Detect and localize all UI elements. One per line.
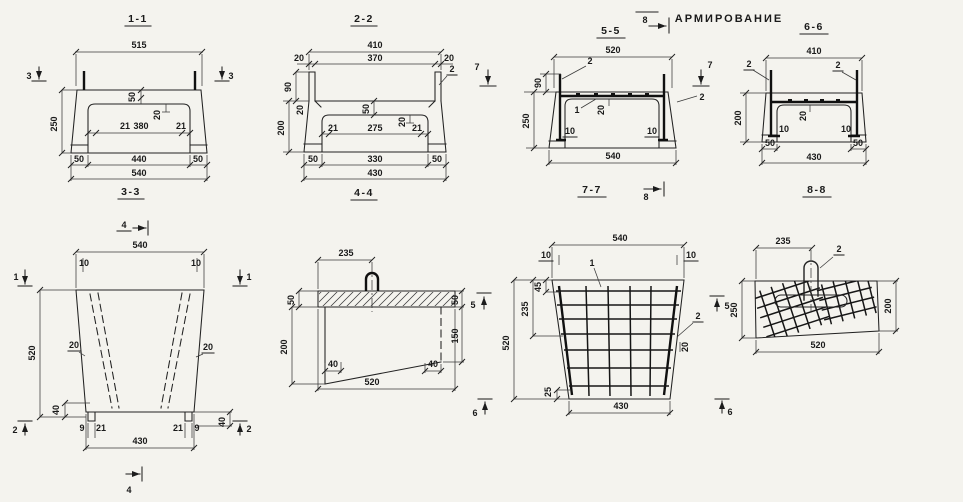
s3-dim-off-right: 10 <box>190 258 202 268</box>
s8-dim-height-left: 250 <box>729 302 739 318</box>
s2-bar-leader <box>439 76 447 85</box>
s3-dim-bottom: 430 <box>132 436 148 446</box>
s3-wall-leaders <box>79 352 203 357</box>
s2-dim-foot-left: 50 <box>307 154 319 164</box>
s7-bar1-label: 1 <box>589 258 595 268</box>
s5-dim-off-right: 10 <box>646 126 658 136</box>
s3-dim-heel-right: 21 <box>172 423 184 433</box>
s3-cut1-label-left: 1 <box>13 272 19 282</box>
s5-cut7-label-left: 7 <box>474 62 480 72</box>
s2-bar-label: 2 <box>449 64 455 74</box>
section-4-4-title: 4-4 <box>354 187 374 199</box>
s1-dim-foot-left: 50 <box>73 154 85 164</box>
section-4-4 <box>279 187 466 392</box>
s4-dim-height-left: 200 <box>279 339 289 355</box>
s5-cut7-label-right: 7 <box>707 60 713 70</box>
section-6-6-title: 6-6 <box>804 21 824 33</box>
s6-bar-label-right: 2 <box>835 60 841 70</box>
s7-dim-gap-bottom: 25 <box>543 386 553 398</box>
s2-dim-slab: 50 <box>361 103 371 115</box>
s7-cut5-label-left: 5 <box>470 300 476 310</box>
section-6-6 <box>733 21 869 197</box>
s1-dim-slab: 50 <box>127 91 137 103</box>
section-5-5 <box>474 12 712 202</box>
s7-dimension-lines <box>514 245 684 415</box>
s6-dim-top: 410 <box>806 46 822 56</box>
s6-dim-ticks <box>743 55 869 166</box>
s3-dim-toe-right: 9 <box>194 423 200 433</box>
s2-dim-fillet: 20 <box>295 104 305 116</box>
s3-wall-underlines <box>68 351 214 353</box>
s5-dim-off-left: 10 <box>564 126 576 136</box>
s5-bar2-label-left: 2 <box>587 56 593 66</box>
s1-dim-height: 250 <box>49 116 59 132</box>
s1-dim-lip-left: 21 <box>119 121 131 131</box>
s5-dim-cover: 20 <box>596 104 606 116</box>
s7-outline <box>552 280 684 399</box>
s4-dim-off-right: 40 <box>427 359 439 369</box>
s6-dim-off-right: 10 <box>840 124 852 134</box>
s1-dim-inner: 380 <box>133 121 149 131</box>
s2-dim-base: 330 <box>367 154 383 164</box>
section-7-7-title: 7-7 <box>582 184 602 196</box>
s2-inner-cavity <box>322 115 428 152</box>
s2-dim-wall-right: 20 <box>443 53 455 63</box>
s2-dim-fillet-right: 20 <box>397 116 407 128</box>
s7-dim-off-left: 10 <box>540 250 552 260</box>
section-8-8 <box>729 236 899 355</box>
s5-dim-top: 520 <box>605 45 621 55</box>
s8-dim-height-right: 200 <box>883 298 893 314</box>
s1-dim-foot-right: 50 <box>192 154 204 164</box>
s5-cut8-label-top: 8 <box>642 15 648 25</box>
s8-bar-leader <box>820 257 833 268</box>
s7-edge-bars <box>559 286 677 395</box>
s3-cut2-label-right: 2 <box>246 424 252 434</box>
s2-lip-walls <box>309 72 441 101</box>
s3-feet <box>88 412 192 421</box>
s7-cut6-label-left: 6 <box>472 408 478 418</box>
section-3-3 <box>12 186 251 495</box>
s7-dim-off-right: 10 <box>685 250 697 260</box>
s6-dim-foot-left: 50 <box>764 138 776 148</box>
s2-dim-foot-right: 50 <box>431 154 443 164</box>
s8-dim-length: 520 <box>810 340 826 350</box>
s1-cut-label-right: 3 <box>228 71 234 81</box>
s4-dim-slab-left: 50 <box>286 294 296 306</box>
s5-dim-dowel: 90 <box>533 77 543 89</box>
s8-bar-label: 2 <box>836 244 842 254</box>
s5-dim-height: 250 <box>521 113 531 129</box>
s4-dim-length: 520 <box>364 377 380 387</box>
s4-dim-height-right: 150 <box>450 328 460 344</box>
s7-cut5-label-right: 5 <box>724 301 730 311</box>
s5-leaders <box>562 66 697 108</box>
s3-dim-heel-left: 21 <box>95 423 107 433</box>
s6-dim-height: 200 <box>733 110 743 126</box>
s7-mesh-vertical-bars <box>586 286 651 396</box>
s8-dim-loop-pos: 235 <box>775 236 791 246</box>
s3-dim-off-left: 10 <box>78 258 90 268</box>
section-5-5-title: 5-5 <box>601 25 621 37</box>
s1-dim-bottom: 540 <box>131 168 147 178</box>
s7-mesh-horizontal-bars <box>556 291 681 386</box>
section-3-3-title: 3-3 <box>121 186 141 198</box>
section-2-2 <box>276 13 457 182</box>
s2-dim-inner-top: 370 <box>367 53 383 63</box>
s4-dim-off-left: 40 <box>327 359 339 369</box>
s3-dim-height: 520 <box>27 345 37 361</box>
s3-dim-top: 540 <box>132 240 148 250</box>
s6-bar-label-left: 2 <box>746 59 752 69</box>
cut-marks-left-of-7-7 <box>470 293 492 418</box>
s2-dim-lip-left: 21 <box>327 123 339 133</box>
s7-dim-cut-pos: 235 <box>520 301 530 317</box>
s1-dim-base: 440 <box>131 154 147 164</box>
s7-dim-bottom: 430 <box>613 401 629 411</box>
s3-cut1-label-right: 1 <box>246 272 252 282</box>
s5-bar2-label-right: 2 <box>699 92 705 102</box>
s7-dim-ticks <box>511 242 687 416</box>
s6-bar-underlines <box>744 70 843 71</box>
s3-hidden-edges <box>90 293 190 408</box>
s1-dim-top: 515 <box>131 40 147 50</box>
s2-dim-inner: 275 <box>367 123 383 133</box>
s3-cut4-label-bottom: 4 <box>126 485 132 495</box>
s2-dim-height: 200 <box>276 120 286 136</box>
s5-dim-bottom: 540 <box>605 151 621 161</box>
s7-dim-gap-top: 45 <box>533 281 543 293</box>
s5-cut8-label-bottom: 8 <box>643 192 649 202</box>
s1-dim-fillet: 20 <box>152 109 162 121</box>
s7-bar2-label: 2 <box>695 311 701 321</box>
s2-dim-lip-height: 90 <box>283 81 293 93</box>
section-8-8-title: 8-8 <box>807 184 827 196</box>
section-1-1-title: 1-1 <box>128 13 148 25</box>
s1-cut-label-left: 3 <box>26 71 32 81</box>
s6-dim-cover: 20 <box>798 110 808 122</box>
s6-outline <box>762 93 866 142</box>
s2-dim-lip-right: 21 <box>411 123 423 133</box>
s3-dim-wall-left: 20 <box>68 340 80 350</box>
s2-dim-bottom: 430 <box>367 168 383 178</box>
s3-dim-foot-left: 40 <box>51 404 61 416</box>
s7-cut6-label-right: 6 <box>727 407 733 417</box>
s4-dim-slab-right: 50 <box>450 294 460 306</box>
s2-dim-wall-left: 20 <box>293 53 305 63</box>
s7-dim-gap-side: 20 <box>680 341 690 353</box>
s7-dim-height: 520 <box>501 335 511 351</box>
s2-dim-top: 410 <box>367 40 383 50</box>
s7-dim-top: 540 <box>612 233 628 243</box>
reinforcement-title: АРМИРОВАНИЕ <box>674 13 784 25</box>
s4-slab-hatch <box>306 291 466 307</box>
s6-dim-foot-right: 50 <box>852 138 864 148</box>
s3-cut2-label-left: 2 <box>12 425 18 435</box>
s1-dim-lip-right: 21 <box>175 121 187 131</box>
s3-cut4-label-top: 4 <box>121 220 127 230</box>
s6-dim-bottom: 430 <box>806 152 822 162</box>
s3-dim-foot-right: 40 <box>217 416 227 428</box>
s6-dim-off-left: 10 <box>778 124 790 134</box>
s3-dim-toe-left: 9 <box>79 423 85 433</box>
s3-outline <box>76 290 204 412</box>
section-1-1 <box>26 13 233 182</box>
s5-bar1-label: 1 <box>574 105 580 115</box>
section-7-7 <box>501 233 733 417</box>
s4-dim-loop-pos: 235 <box>338 248 354 258</box>
section-2-2-title: 2-2 <box>354 13 374 25</box>
s3-dim-wall-right: 20 <box>202 342 214 352</box>
s1-dowel-bars <box>84 71 195 90</box>
